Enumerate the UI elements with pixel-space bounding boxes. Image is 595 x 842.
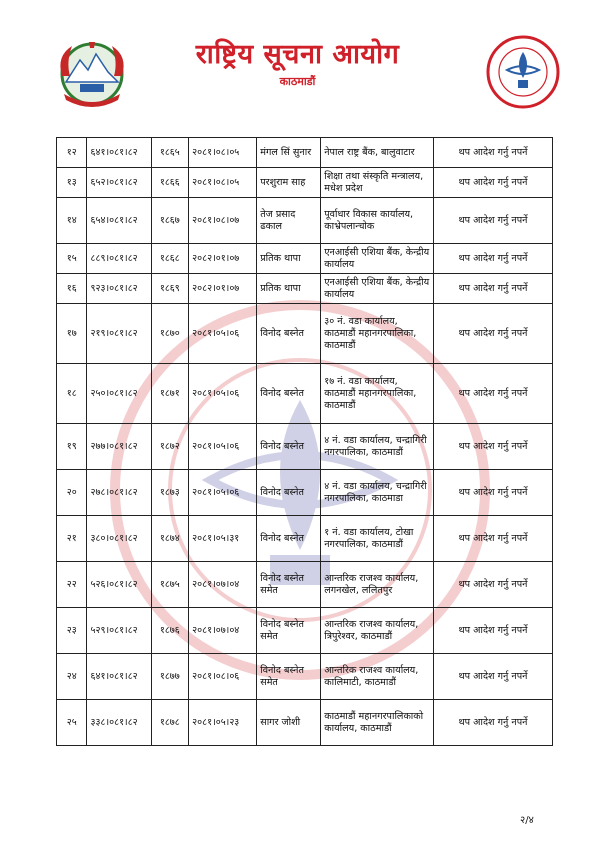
registration-number-cell: ५२६।०८१।८२ [87, 562, 151, 608]
date-cell: २०८१।०८।०५ [189, 168, 257, 198]
serial-number-cell: १२ [57, 138, 87, 168]
date-cell: २०८१।०८।०५ [189, 138, 257, 168]
registration-number-cell: ६५२।०८१।८२ [87, 168, 151, 198]
decision-cell: थप आदेश गर्नु नपर्ने [434, 138, 553, 168]
date-cell: २०८१।०५।३१ [189, 516, 257, 562]
public-body-cell: आन्तरिक राजश्व कार्यालय, त्रिपुरेश्वर, काठमाडौं [321, 608, 434, 654]
decision-number-cell: १८६९ [151, 274, 189, 304]
public-body-cell: एनआईसी एशिया बैंक, केन्द्रीय कार्यालय [321, 274, 434, 304]
decision-number-cell: १८७७ [151, 654, 189, 700]
public-body-cell: आन्तरिक राजश्व कार्यालय, कालिमाटी, काठमाडौं [321, 654, 434, 700]
decision-cell: थप आदेश गर्नु नपर्ने [434, 198, 553, 244]
decision-number-cell: १८६५ [151, 138, 189, 168]
applicant-name-cell: विनोद बस्नेत [257, 304, 321, 364]
applicant-name-cell: विनोद बस्नेत समेत [257, 654, 321, 700]
decision-cell: थप आदेश गर्नु नपर्ने [434, 470, 553, 516]
serial-number-cell: १८ [57, 364, 87, 424]
decision-number-cell: १८७० [151, 304, 189, 364]
date-cell: २०८१।०५।०६ [189, 424, 257, 470]
applicant-name-cell: विनोद बस्नेत [257, 470, 321, 516]
table-row [57, 700, 553, 746]
serial-number-cell: २१ [57, 516, 87, 562]
registration-number-cell: ६४१।०८१।८२ [87, 654, 151, 700]
public-body-cell: शिक्षा तथा संस्कृति मन्त्रालय, मधेश प्रदेश [321, 168, 434, 198]
decision-cell: थप आदेश गर्नु नपर्ने [434, 562, 553, 608]
decision-number-cell: १८७२ [151, 424, 189, 470]
serial-number-cell: १९ [57, 424, 87, 470]
serial-number-cell: २४ [57, 654, 87, 700]
applicant-name-cell: विनोद बस्नेत [257, 364, 321, 424]
serial-number-cell: २५ [57, 700, 87, 746]
decision-cell: थप आदेश गर्नु नपर्ने [434, 516, 553, 562]
decision-cell: थप आदेश गर्नु नपर्ने [434, 608, 553, 654]
registration-number-cell: २७८।०८१।८२ [87, 470, 151, 516]
decision-number-cell: १८७५ [151, 562, 189, 608]
serial-number-cell: १३ [57, 168, 87, 198]
registration-number-cell: ६५४।०८१।८२ [87, 198, 151, 244]
applicant-name-cell: मंगल सिं सुनार [257, 138, 321, 168]
registration-number-cell: २७७।०८१।८२ [87, 424, 151, 470]
applicant-name-cell: सागर जोशी [257, 700, 321, 746]
table-row [57, 424, 553, 470]
registration-number-cell: ३३८।०८१।८२ [87, 700, 151, 746]
serial-number-cell: २३ [57, 608, 87, 654]
table-row [57, 304, 553, 364]
table-row [57, 654, 553, 700]
decision-cell: थप आदेश गर्नु नपर्ने [434, 244, 553, 274]
date-cell: २०८१।०८।०६ [189, 654, 257, 700]
applicant-name-cell: विनोद बस्नेत समेत [257, 562, 321, 608]
date-cell: २०८१।०५।२३ [189, 700, 257, 746]
public-body-cell: ४ नं. वडा कार्यालय, चन्द्रागिरी नगरपालिका, काठमाडौं [321, 424, 434, 470]
table-row [57, 168, 553, 198]
table-row [57, 516, 553, 562]
serial-number-cell: २० [57, 470, 87, 516]
page-subtitle: काठमाडौं [279, 75, 316, 88]
public-body-cell: ४ नं. वडा कार्यालय, चन्द्रागिरी नगरपालिका, काठमाडा [321, 470, 434, 516]
registration-number-cell: २१९।०८१।८२ [87, 304, 151, 364]
public-body-cell: ३० नं. वडा कार्यालय, काठमाडौं महानगरपालिका, काठमाडौं [321, 304, 434, 364]
applicant-name-cell: तेज प्रसाद ढकाल [257, 198, 321, 244]
date-cell: २०८१।०८।०७ [189, 198, 257, 244]
registration-number-cell: ९२३।०८१।८२ [87, 274, 151, 304]
decision-cell: थप आदेश गर्नु नपर्ने [434, 304, 553, 364]
decision-cell: थप आदेश गर्नु नपर्ने [434, 168, 553, 198]
serial-number-cell: १५ [57, 244, 87, 274]
records-table [56, 137, 553, 746]
decision-cell: थप आदेश गर्नु नपर्ने [434, 274, 553, 304]
page-number: २/४ [520, 815, 534, 826]
public-body-cell: एनआईसी एशिया बैंक, केन्द्रीय कार्यालय [321, 244, 434, 274]
serial-number-cell: १७ [57, 304, 87, 364]
table-row [57, 274, 553, 304]
registration-number-cell: ३८०।०८१।८२ [87, 516, 151, 562]
decision-number-cell: १८६८ [151, 244, 189, 274]
decision-number-cell: १८६७ [151, 198, 189, 244]
applicant-name-cell: विनोद बस्नेत [257, 424, 321, 470]
table-row [57, 562, 553, 608]
public-body-cell: १ नं. वडा कार्यालय, टोखा नगरपालिका, काठमाडौं [321, 516, 434, 562]
decision-cell: थप आदेश गर्नु नपर्ने [434, 700, 553, 746]
public-body-cell: पूर्वाधार विकास कार्यालय, काभ्रेपलान्चोक [321, 198, 434, 244]
decision-number-cell: १८७१ [151, 364, 189, 424]
registration-number-cell: ८८९।०८१।८२ [87, 244, 151, 274]
decision-cell: थप आदेश गर्नु नपर्ने [434, 364, 553, 424]
table-row [57, 138, 553, 168]
decision-number-cell: १८७८ [151, 700, 189, 746]
date-cell: २०८१।०५।०६ [189, 364, 257, 424]
decision-number-cell: १८६६ [151, 168, 189, 198]
records-table-body [57, 138, 553, 746]
date-cell: २०८१।०७।०४ [189, 608, 257, 654]
public-body-cell: काठमाडौं महानगरपालिकाको कार्यालय, काठमाडौं [321, 700, 434, 746]
serial-number-cell: १६ [57, 274, 87, 304]
page-title: राष्ट्रिय सूचना आयोग [195, 39, 400, 70]
registration-number-cell: ५२९।०८१।८२ [87, 608, 151, 654]
table-row [57, 364, 553, 424]
date-cell: २०८१।०५।०६ [189, 470, 257, 516]
decision-cell: थप आदेश गर्नु नपर्ने [434, 424, 553, 470]
date-cell: २०८१।०७।०४ [189, 562, 257, 608]
registration-number-cell: ६४१।०८१।८२ [87, 138, 151, 168]
registration-number-cell: २५०।०८१।८२ [87, 364, 151, 424]
table-row [57, 198, 553, 244]
date-cell: २०८१।०५।०६ [189, 304, 257, 364]
decision-number-cell: १८७६ [151, 608, 189, 654]
date-cell: २०८२।०१।०७ [189, 274, 257, 304]
public-body-cell: आन्तरिक राजश्व कार्यालय, लगनखेल, ललितपुर [321, 562, 434, 608]
commission-seal-icon [485, 34, 561, 110]
decision-number-cell: १८७३ [151, 470, 189, 516]
serial-number-cell: २२ [57, 562, 87, 608]
applicant-name-cell: विनोद बस्नेत [257, 516, 321, 562]
applicant-name-cell: प्रतिक थापा [257, 274, 321, 304]
applicant-name-cell: परशुराम साह [257, 168, 321, 198]
serial-number-cell: १४ [57, 198, 87, 244]
public-body-cell: नेपाल राष्ट्र बैंक, बालुवाटार [321, 138, 434, 168]
table-row [57, 244, 553, 274]
table-row [57, 470, 553, 516]
applicant-name-cell: प्रतिक थापा [257, 244, 321, 274]
applicant-name-cell: विनोद बस्नेत समेत [257, 608, 321, 654]
date-cell: २०८२।०१।०७ [189, 244, 257, 274]
public-body-cell: १७ नं. वडा कार्यालय, काठमाडौं महानगरपालिका, काठमाडौं [321, 364, 434, 424]
decision-cell: थप आदेश गर्नु नपर्ने [434, 654, 553, 700]
decision-number-cell: १८७४ [151, 516, 189, 562]
page-header [0, 0, 595, 120]
table-row [57, 608, 553, 654]
